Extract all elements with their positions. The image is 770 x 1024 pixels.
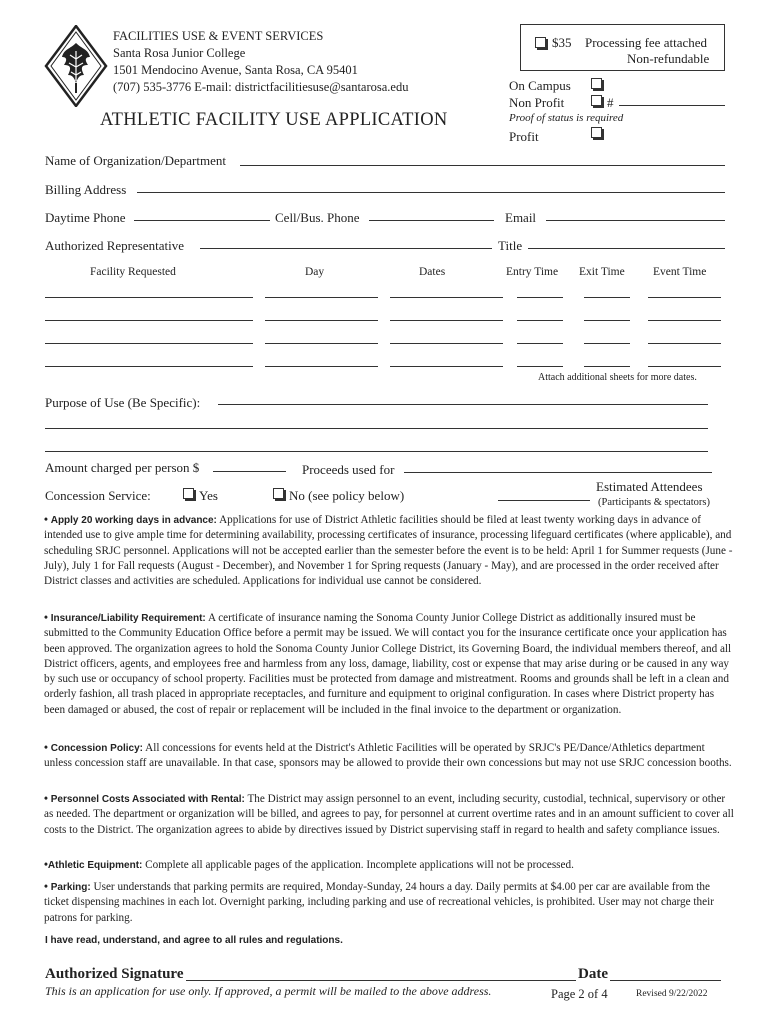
policy-apply-heading: Apply 20 working days in advance: [50,515,217,526]
policy-apply-text: Applications for use of District Athletic facilities should be filed at least twenty working days in advance of intended use to give ample time for determining availability, processing certificates of insurance, processing lifeguard certificates (where applicable), and scheduling SRJC personnel. Applications will not be accepted earlier than the semester before the event is to be held: April 1 for Summer requests (June - July), July 1 for Fall requests (August - December), and November 1 for Spring requests (January - May), and are processed in the order received after District classes and activities are scheduled. Applications for individual use cannot be considered. [44,514,733,588]
col-event: Event Time [653,266,707,278]
day-field[interactable] [265,320,378,321]
attendees-label: Estimated Attendees [596,479,703,494]
facility-field[interactable] [45,320,253,321]
policy-parking-text: User understands that parking permits are required, Monday-Sunday, 24 hours a day. Daily permits at $4.00 per car are available from the ticket dispensing machines in each lot. Overnight parking, including parking and use of recreational vehicles, is prohibited. User may not charge their patrons for parking. [44,881,714,924]
exit-field[interactable] [584,343,630,344]
entry-field[interactable] [517,297,563,298]
proof-note: Proof of status is required [509,112,624,124]
concession-yes-checkbox[interactable] [183,488,194,499]
billing-label: Billing Address [45,182,127,197]
policy-parking: • Parking: User understands that parking permits are required, Monday-Sunday, 24 hours a day. Daily permits at $4.00 per car are available from the ticket dispensing machines in each lot. Overnight parking, including parking and use of recreational vehicles, is prohibited. User may not charge their patrons for parking. [44,881,714,924]
profit-checkbox[interactable] [591,127,602,138]
day-field[interactable] [265,297,378,298]
title-field[interactable] [528,248,725,249]
col-exit: Exit Time [579,266,625,278]
agreement-statement: I have read, understand, and agree to all rules and regulations. [45,935,343,946]
fee-line1: Processing fee attached [585,35,708,50]
policy-parking-heading: Parking: [50,882,91,893]
proceeds-field[interactable] [404,472,712,473]
day-phone-field[interactable] [134,220,270,221]
on-campus-label: On Campus [509,78,571,93]
email-field[interactable] [546,220,725,221]
page-number: Page 2 of 4 [551,987,608,1001]
policy-apply: • Apply 20 working days in advance: Applications for use of District Athletic facilities should be filed at least twenty working days in advance of intended use to give ample time for determining availability, processing certificates of insurance, processing lifeguard certificates (where applicable), and scheduling SRJC personnel. Applications will not be accepted earlier than the semester before the event is to be held: April 1 for Summer requests (June - July), July 1 for Fall requests (August - December), and November 1 for Spring requests (January - May), and are processed in the order received after District classes and activities are scheduled. Applications for individual use cannot be considered. [44,514,733,588]
purpose-field-1[interactable] [218,404,708,405]
policy-personnel: • Personnel Costs Associated with Rental: The District may assign personnel to an event, including security, custodial, technical, supervisory or other as needed. The department or organization will be billed, and agrees to pay, for personnel at current overtime rates and in an amount sufficient to cover all costs to the District. The organization agrees to abide by directives issued by District supervising staff in regard to health and safety compliance issues. [44,793,734,836]
on-campus-checkbox[interactable] [591,78,602,89]
hash-label: # [607,95,614,110]
auth-rep-field[interactable] [200,248,492,249]
policy-equipment: •Athletic Equipment: Complete all applicable pages of the application. Incomplete applications will not be processed. [44,859,574,871]
proceeds-label: Proceeds used for [302,462,395,477]
amount-label: Amount charged per person $ [45,460,200,475]
col-facility: Facility Requested [90,266,176,278]
facility-field[interactable] [45,297,253,298]
exit-field[interactable] [584,320,630,321]
col-day: Day [305,266,325,278]
profit-label: Profit [509,129,539,144]
fee-box [520,24,725,71]
fee-checkbox[interactable] [535,37,546,48]
entry-field[interactable] [517,366,563,367]
amount-field[interactable] [213,471,286,472]
policy-concession-text: All concessions for events held at the District's Athletic Facilities will be operated by SRJC's PE/Dance/Athletics department unless concession staff are unavailable. In that case, sponsors may be allowed to provide their own concessions but may not use SRJC concession booths. [44,742,732,770]
org-name: FACILITIES USE & EVENT SERVICES [113,29,324,43]
college-name: Santa Rosa Junior College [113,46,246,60]
day-field[interactable] [265,343,378,344]
srjc-logo [44,25,108,107]
purpose-field-3[interactable] [45,451,708,452]
billing-field[interactable] [137,192,725,193]
fee-checkbox-row [535,35,572,50]
permit-note: This is an application for use only. If approved, a permit will be mailed to the above address. [45,984,492,998]
attendees-sub: (Participants & spectators) [598,497,710,508]
address: 1501 Mendocino Avenue, Santa Rosa, CA 95401 [113,63,358,77]
auth-rep-label: Authorized Representative [45,238,184,253]
purpose-label: Purpose of Use (Be Specific): [45,395,201,410]
entry-field[interactable] [517,343,563,344]
cell-label: Cell/Bus. Phone [275,210,360,225]
signature-field[interactable] [186,980,576,981]
policy-insurance: • Insurance/Liability Requirement: A certificate of insurance naming the Sonoma County Junior College District as additionally insured must be submitted to the Community Education Office before a permit may be issued. We will contact you for the insurance certificate once your application has been approved. The organization agrees to hold the Sonoma County Junior College District, its Governing Board, the individual members thereof, and all District officers, agents, and employees free and harmless from any loss, damage, liability, cost or expense that may arise during or be caused in any way by such use or occupancy of school property. Facilities must be protected from damage and mistreatment. Rooms and grounds shall be left in a clean and orderly fashion, all trash placed in appropriate receptacles, and furniture and equipment to original configuration. In cases where District property has been damaged or abused, the cost of repair or replacement will be included in the final invoice to the department or organization. [44,612,732,716]
concession-label: Concession Service: [45,488,151,503]
attendees-field[interactable] [498,500,590,501]
cell-field[interactable] [369,220,494,221]
date-label: Date [578,966,608,982]
day-field[interactable] [265,366,378,367]
day-phone-label: Daytime Phone [45,210,126,225]
policy-personnel-heading: Personnel Costs Associated with Rental: [50,794,245,805]
dates-field[interactable] [390,320,503,321]
org-label: Name of Organization/Department [45,153,226,168]
event-field[interactable] [648,343,721,344]
policy-equipment-heading: Athletic Equipment: [47,860,143,871]
date-field[interactable] [610,980,721,981]
title-label: Title [498,238,523,253]
contact: (707) 535-3776 E-mail: districtfacilitiesuse@santarosa.edu [113,80,409,94]
exit-field[interactable] [584,366,630,367]
concession-no-label: No (see policy below) [289,488,405,503]
signature-label: Authorized Signature [45,966,184,982]
fee-line2: Non-refundable [627,51,710,66]
page-title: ATHLETIC FACILITY USE APPLICATION [100,110,448,130]
exit-field[interactable] [584,297,630,298]
policy-concession-heading: Concession Policy: [50,743,143,754]
concession-no-checkbox[interactable] [273,488,284,499]
col-entry: Entry Time [506,266,559,278]
facility-field[interactable] [45,366,253,367]
email-label: Email [505,210,537,225]
policy-concession: • Concession Policy: All concessions for events held at the District's Athletic Facilities will be operated by SRJC's PE/Dance/Athletics department unless concession staff are unavailable. In that case, sponsors may be allowed to provide their own concessions but may not use SRJC concession booths. [44,742,732,770]
dates-field[interactable] [390,366,503,367]
non-profit-checkbox[interactable] [591,95,602,106]
policy-equipment-text: Complete all applicable pages of the application. Incomplete applications will not be processed. [142,859,574,871]
concession-yes-label: Yes [199,488,218,503]
dates-field[interactable] [390,343,503,344]
additional-sheets-note: Attach additional sheets for more dates. [538,372,697,383]
policy-insurance-heading: Insurance/Liability Requirement: [50,613,206,624]
entry-field[interactable] [517,320,563,321]
purpose-field-2[interactable] [45,428,708,429]
fee-amount: $35 [552,35,572,50]
policy-insurance-text: A certificate of insurance naming the Sonoma County Junior College District as additionally insured must be submitted to the Community Education Office before a permit may be issued. We will contact you for the insurance certificate once your application has been approved. The organization agrees to hold the Sonoma County Junior College District, its Governing Board, the individual members thereof, and all District officers, agents, and employees free and harmless from any loss, damage, liability, cost or expense that may arise during or be caused in any way by such use or occupancy of school property. Facilities must be protected from damage and mistreatment. Rooms and grounds shall be left in a clean and orderly fashion, all trash placed in appropriate receptacles, and furniture and equipment to original configuration. In cases where District property has been damaged or abused, the cost of repair or replacement will be included in the final invoice to the department or organization. [44,612,732,716]
facility-field[interactable] [45,343,253,344]
col-dates: Dates [419,266,446,278]
non-profit-number-field[interactable] [619,105,725,106]
dates-field[interactable] [390,297,503,298]
revised-date: Revised 9/22/2022 [636,989,708,999]
event-field[interactable] [648,320,721,321]
event-field[interactable] [648,366,721,367]
event-field[interactable] [648,297,721,298]
non-profit-label: Non Profit [509,95,565,110]
policy-personnel-text: The District may assign personnel to an event, including security, custodial, technical, supervisory or other as needed. The department or organization will be billed, and agrees to pay, for personnel at current overtime rates and in an amount sufficient to cover all costs to the District. The organization agrees to abide by directives issued by District supervising staff in regard to health and safety compliance issues. [44,793,734,836]
org-field[interactable] [240,165,725,166]
